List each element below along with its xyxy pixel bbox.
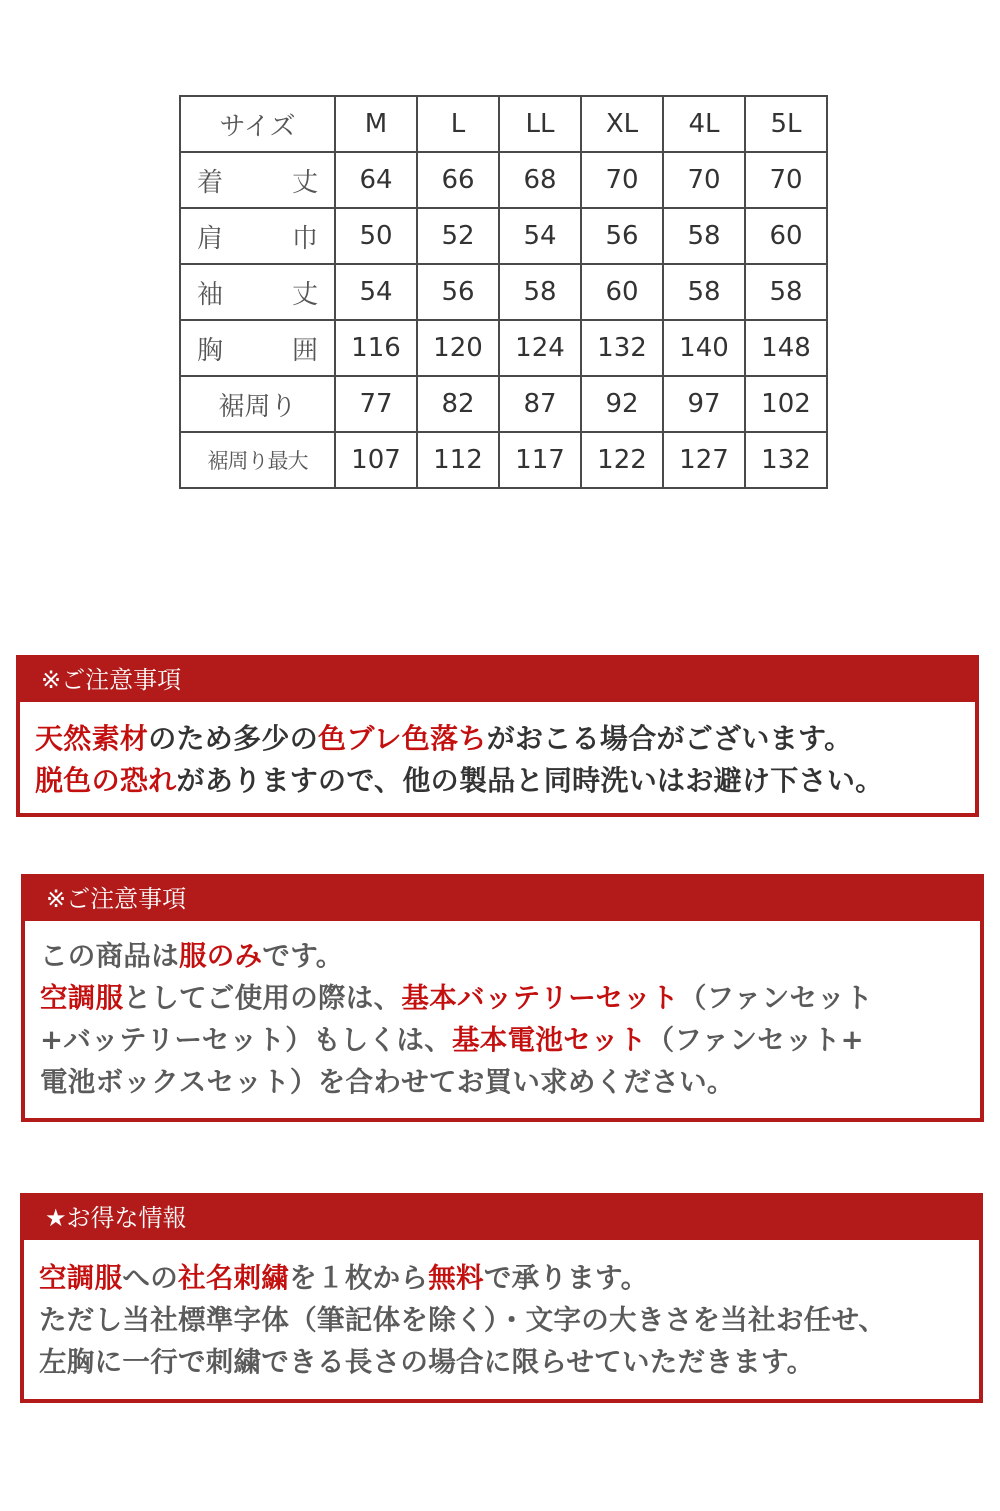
notice-text: +バッテリーセット）もしくは、 bbox=[40, 1024, 452, 1056]
notice-text: ただし当社標準字体（筆記体を除く）・文字の大きさを当社お任せ、 bbox=[39, 1304, 887, 1336]
notice-line bbox=[40, 1061, 964, 1103]
notice-text: への bbox=[122, 1262, 179, 1294]
table-cell: 54 bbox=[499, 208, 581, 264]
table-row bbox=[180, 432, 827, 488]
table-row bbox=[180, 376, 827, 432]
table-cell: 77 bbox=[335, 376, 417, 432]
highlight-text: 服のみ bbox=[179, 940, 263, 972]
table-cell: 140 bbox=[663, 320, 745, 376]
notice-body bbox=[20, 702, 975, 812]
table-cell: 68 bbox=[499, 152, 581, 208]
highlight-text: 天然素材 bbox=[35, 722, 149, 755]
notice-line bbox=[35, 760, 959, 802]
size-header-ll: LL bbox=[499, 96, 581, 152]
notice-text: がおこる場合がございます。 bbox=[486, 722, 853, 755]
notice-line bbox=[39, 1257, 963, 1299]
notice-line bbox=[39, 1341, 963, 1383]
table-cell: 92 bbox=[581, 376, 663, 432]
size-table-header-row bbox=[180, 96, 827, 152]
notice-box-clothes-only bbox=[21, 874, 984, 1122]
table-cell: 148 bbox=[745, 320, 827, 376]
notice-title: ※ご注意事項 bbox=[19, 658, 976, 702]
notice-line bbox=[40, 977, 964, 1019]
highlight-text: 空調服 bbox=[40, 982, 124, 1014]
table-cell: 58 bbox=[663, 264, 745, 320]
notice-text: としてご使用の際は、 bbox=[123, 982, 402, 1014]
notice-title: ※ご注意事項 bbox=[24, 877, 981, 921]
table-cell: 102 bbox=[745, 376, 827, 432]
notice-body bbox=[24, 1240, 979, 1393]
table-cell: 97 bbox=[663, 376, 745, 432]
table-cell: 120 bbox=[417, 320, 499, 376]
table-cell: 112 bbox=[417, 432, 499, 488]
highlight-text: 基本バッテリーセット bbox=[401, 982, 679, 1014]
table-cell: 122 bbox=[581, 432, 663, 488]
notice-title: ★お得な情報 bbox=[23, 1196, 980, 1240]
table-cell: 50 bbox=[335, 208, 417, 264]
notice-box-color-fading bbox=[16, 655, 979, 817]
notice-body bbox=[25, 921, 980, 1113]
table-cell: 60 bbox=[745, 208, 827, 264]
highlight-text: 基本電池セット bbox=[452, 1024, 647, 1056]
table-cell: 58 bbox=[745, 264, 827, 320]
highlight-text: 無料 bbox=[428, 1262, 484, 1294]
highlight-text: 色ブレ色落ち bbox=[318, 722, 487, 755]
row-label-shoulder: 肩 巾 bbox=[180, 208, 335, 264]
notice-box-embroidery-offer bbox=[20, 1193, 983, 1403]
row-label-hem-max: 裾周り最大 bbox=[180, 432, 335, 488]
table-cell: 54 bbox=[335, 264, 417, 320]
table-row bbox=[180, 208, 827, 264]
notice-text: です。 bbox=[262, 940, 344, 972]
size-header-4l: 4L bbox=[663, 96, 745, 152]
highlight-text: 脱色の恐れ bbox=[35, 764, 177, 797]
size-header-label: サイズ bbox=[180, 96, 335, 152]
table-cell: 117 bbox=[499, 432, 581, 488]
table-cell: 82 bbox=[417, 376, 499, 432]
notice-text: がありますので、他の製品と同時洗いはお避け下さい。 bbox=[176, 764, 884, 797]
table-cell: 64 bbox=[335, 152, 417, 208]
notice-text: のため多少の bbox=[148, 722, 319, 755]
size-header-xl: XL bbox=[581, 96, 663, 152]
table-cell: 107 bbox=[335, 432, 417, 488]
row-label-chest: 胸 囲 bbox=[180, 320, 335, 376]
notice-text: で承ります。 bbox=[483, 1262, 649, 1294]
notice-text: を１枚から bbox=[289, 1262, 429, 1294]
table-cell: 132 bbox=[745, 432, 827, 488]
notice-line bbox=[35, 718, 959, 760]
row-label-hem: 裾周り bbox=[180, 376, 335, 432]
table-row bbox=[180, 152, 827, 208]
table-cell: 52 bbox=[417, 208, 499, 264]
table-cell: 70 bbox=[581, 152, 663, 208]
table-cell: 124 bbox=[499, 320, 581, 376]
table-cell: 60 bbox=[581, 264, 663, 320]
table-cell: 70 bbox=[663, 152, 745, 208]
notice-line bbox=[40, 935, 964, 977]
table-cell: 127 bbox=[663, 432, 745, 488]
table-cell: 132 bbox=[581, 320, 663, 376]
table-cell: 116 bbox=[335, 320, 417, 376]
table-cell: 56 bbox=[581, 208, 663, 264]
table-cell: 58 bbox=[499, 264, 581, 320]
table-row bbox=[180, 264, 827, 320]
notice-line bbox=[40, 1019, 964, 1061]
table-cell: 87 bbox=[499, 376, 581, 432]
notice-text: 左胸に一行で刺繍できる長さの場合に限らせていただきます。 bbox=[39, 1346, 815, 1378]
notice-text: （ファンセット+ bbox=[646, 1024, 865, 1056]
highlight-text: 空調服 bbox=[39, 1262, 123, 1294]
table-cell: 70 bbox=[745, 152, 827, 208]
table-row bbox=[180, 320, 827, 376]
size-header-l: L bbox=[417, 96, 499, 152]
row-label-length: 着 丈 bbox=[180, 152, 335, 208]
row-label-sleeve: 袖 丈 bbox=[180, 264, 335, 320]
size-table bbox=[179, 95, 828, 489]
notice-text: この商品は bbox=[40, 940, 179, 972]
highlight-text: 社名刺繍 bbox=[178, 1262, 290, 1294]
notice-text: （ファンセット bbox=[678, 982, 873, 1014]
table-cell: 56 bbox=[417, 264, 499, 320]
size-header-5l: 5L bbox=[745, 96, 827, 152]
notice-text: 電池ボックスセット）を合わせてお買い求めください。 bbox=[40, 1066, 735, 1098]
notice-line bbox=[39, 1299, 963, 1341]
table-cell: 58 bbox=[663, 208, 745, 264]
table-cell: 66 bbox=[417, 152, 499, 208]
size-header-m: M bbox=[335, 96, 417, 152]
